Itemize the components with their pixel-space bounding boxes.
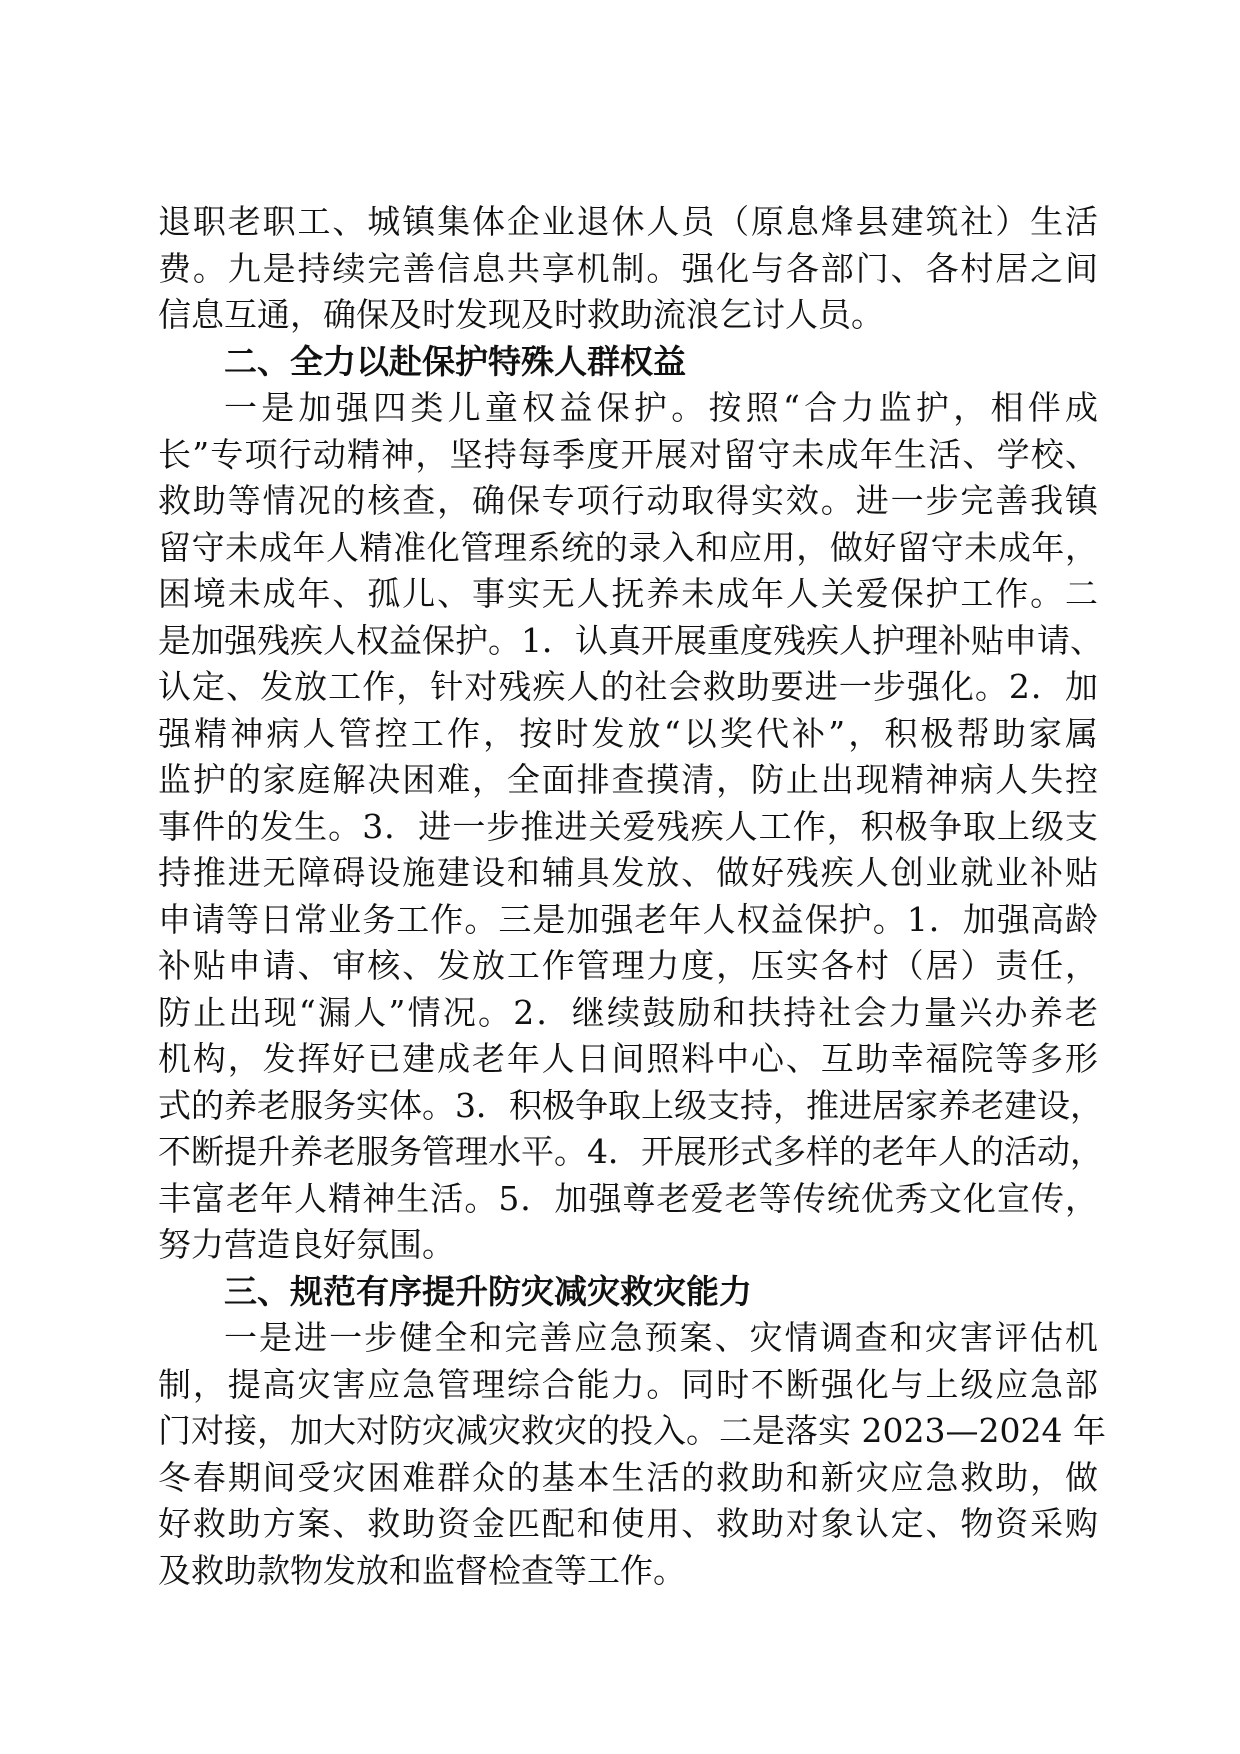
text-line: 防止出现“漏人”情况。2．继续鼓励和扶持社会力量兴办养老 (158, 992, 1098, 1032)
paragraph-special-groups (158, 385, 1103, 1269)
text-line: 冬春期间受灾困难群众的基本生活的救助和新灾应急救助，做 (158, 1457, 1098, 1497)
text-line: 留守未成年人精准化管理系统的录入和应用，做好留守未成年， (158, 527, 1098, 567)
text-line: 申请等日常业务工作。三是加强老年人权益保护。1．加强高龄 (158, 899, 1098, 939)
text-line: 认定、发放工作，针对残疾人的社会救助要进一步强化。2．加 (158, 667, 1098, 706)
text-line: 长”专项行动精神，坚持每季度开展对留守未成年生活、学校、 (158, 434, 1098, 474)
text-line: 持推进无障碍设施建设和辅具发放、做好残疾人创业就业补贴 (158, 853, 1098, 892)
text-line: 信息互通，确保及时发现及时救助流浪乞讨人员。 (158, 295, 884, 334)
text-line: 及救助款物发放和监督检查等工作。 (158, 1550, 686, 1590)
text-line: 一是加强四类儿童权益保护。按照“合力监护，相伴成 (224, 388, 1098, 427)
text-line: 强精神病人管控工作，按时发放“以奖代补”，积极帮助家属 (158, 713, 1098, 753)
text-line: 式的养老服务实体。3．积极争取上级支持，推进居家养老建设， (158, 1085, 1103, 1125)
text-line: 补贴申请、审核、发放工作管理力度，压实各村（居）责任， (158, 946, 1098, 985)
text-line: 门对接，加大对防灾减灾救灾的投入。二是落实 2023—2024 年 (158, 1411, 1106, 1450)
text-line: 制，提高灾害应急管理综合能力。同时不断强化与上级应急部 (158, 1364, 1098, 1404)
text-line: 丰富老年人精神生活。5．加强尊老爱老等传统优秀文化宣传， (158, 1178, 1098, 1218)
text-line: 好救助方案、救助资金匹配和使用、救助对象认定、物资采购 (158, 1504, 1098, 1543)
document-body (158, 199, 1106, 1594)
paragraph-disaster-relief (158, 1315, 1106, 1594)
text-line: 机构，发挥好已建成老年人日间照料中心、互助幸福院等多形 (158, 1039, 1098, 1078)
text-line: 不断提升养老服务管理水平。4．开展形式多样的老年人的活动， (158, 1132, 1103, 1171)
section-heading-3: 三、规范有序提升防灾减灾救灾能力 (224, 1271, 752, 1311)
text-line: 努力营造良好氛围。 (158, 1225, 455, 1264)
text-line: 事件的发生。3．进一步推进关爱残疾人工作，积极争取上级支 (158, 806, 1098, 846)
paragraph-continuation (158, 199, 1098, 339)
text-line: 困境未成年、孤儿、事实无人抚养未成年人关爱保护工作。二 (158, 574, 1098, 613)
text-line: 退职老职工、城镇集体企业退休人员（原息烽县建筑社）生活 (158, 202, 1098, 241)
text-line: 救助等情况的核查，确保专项行动取得实效。进一步完善我镇 (158, 481, 1098, 520)
text-line: 是加强残疾人权益保护。1．认真开展重度残疾人护理补贴申请、 (158, 620, 1103, 660)
text-line: 监护的家庭解决困难，全面排查摸清，防止出现精神病人失控 (158, 760, 1098, 799)
section-heading-2: 二、全力以赴保护特殊人群权益 (224, 341, 686, 381)
text-line: 费。九是持续完善信息共享机制。强化与各部门、各村居之间 (158, 248, 1098, 288)
text-line: 一是进一步健全和完善应急预案、灾情调查和灾害评估机 (224, 1318, 1098, 1357)
